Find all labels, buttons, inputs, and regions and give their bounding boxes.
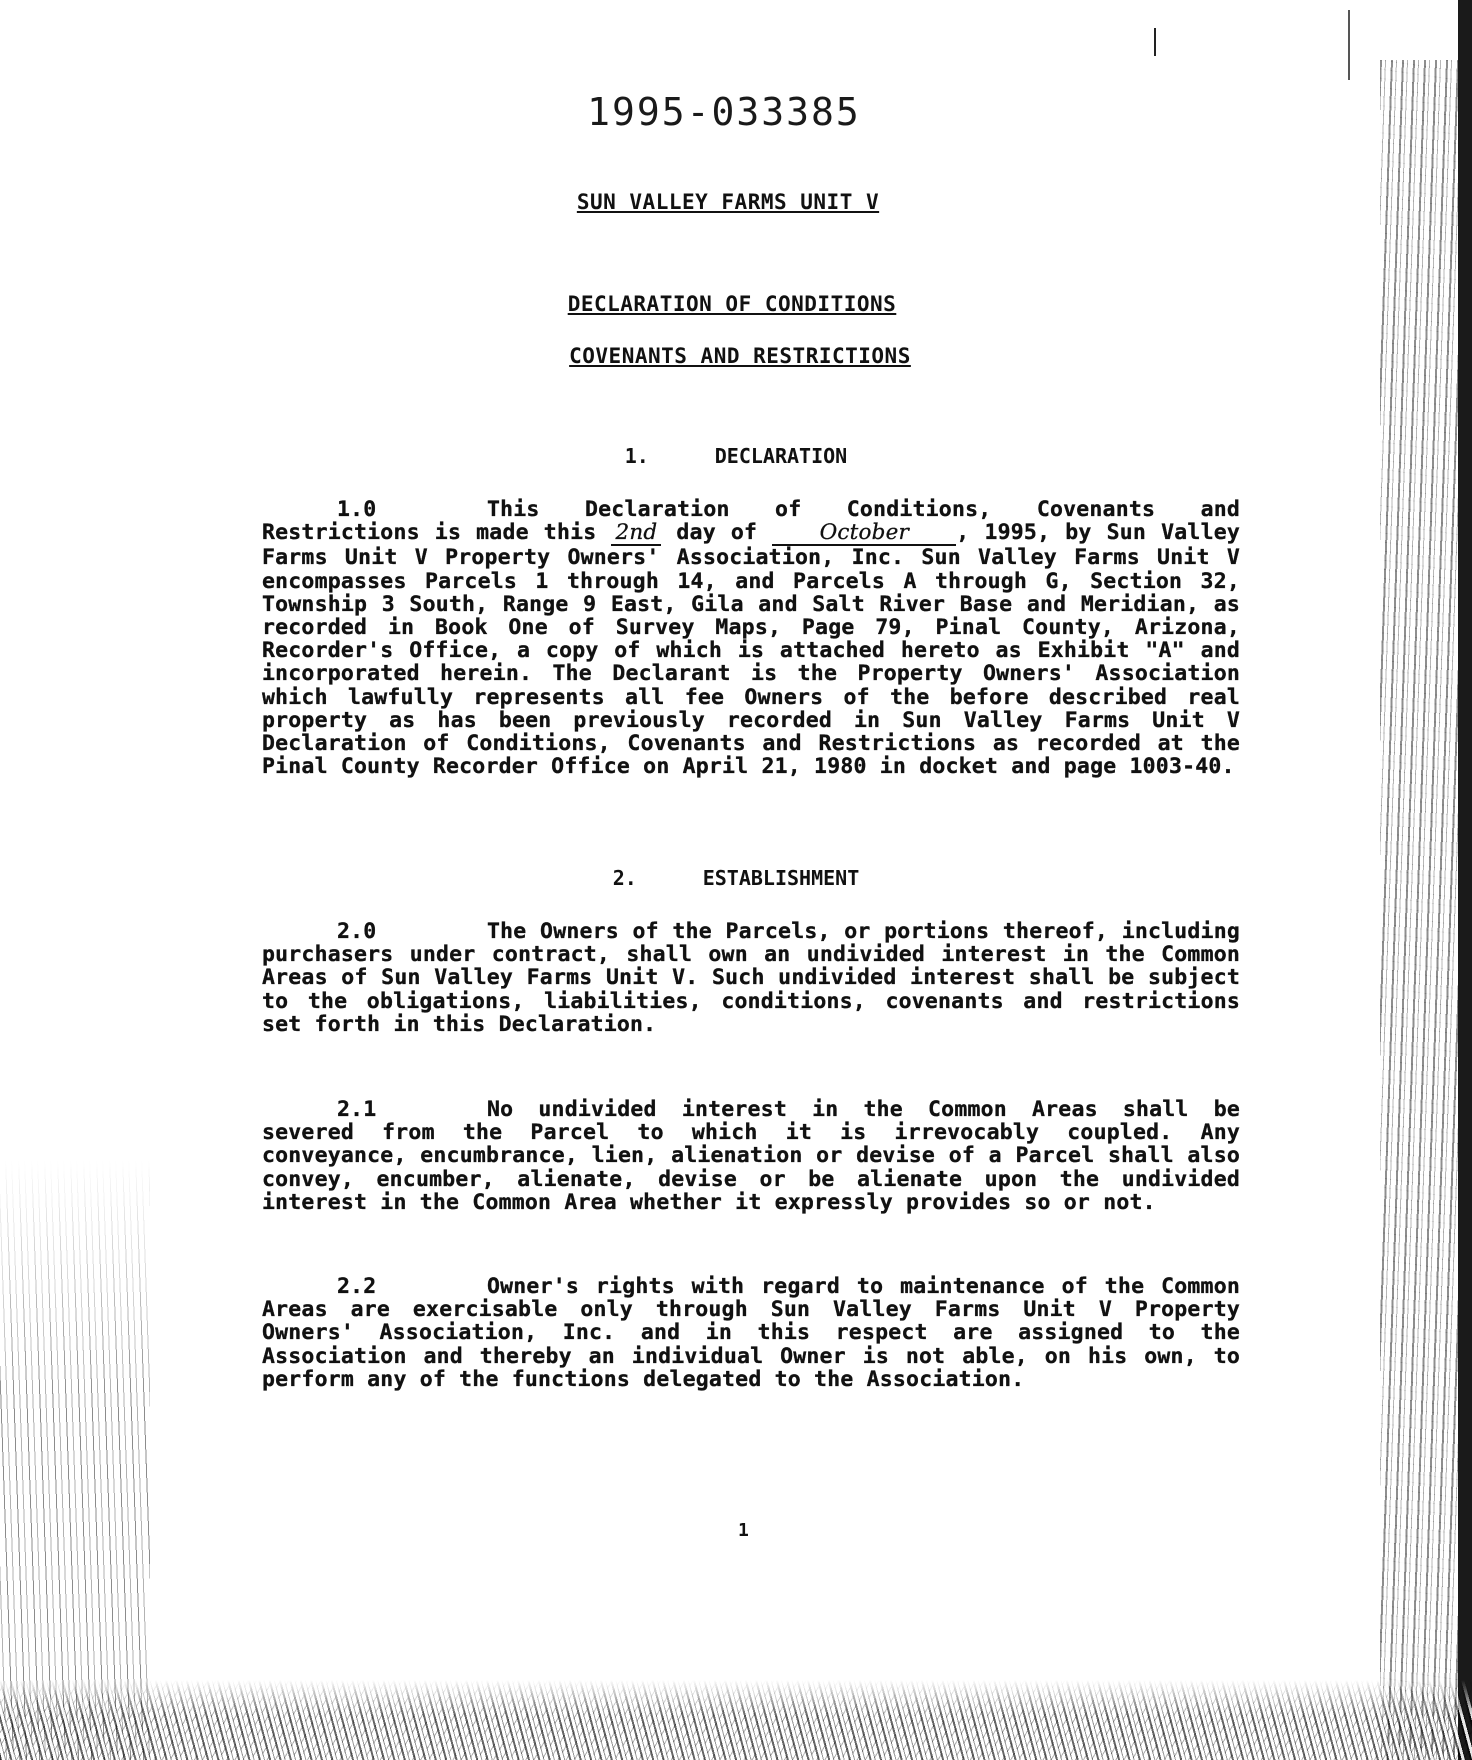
section-heading-establishment	[0, 866, 1472, 890]
section-number: 2.	[612, 866, 637, 890]
paragraph-text: Owner's rights with regard to maintenance of the Common Areas are exercisable only through Sun Valley Farms Unit V Property Owners' Association, Inc. and in this respect are assigned to the Association and thereby an individual Owner is not able, on his own, to perform any of the functions delegated to the Association.	[262, 1274, 1240, 1392]
document-heading-line2: COVENANTS AND RESTRICTIONS	[569, 344, 911, 368]
scan-noise-bottom	[0, 1680, 1472, 1760]
paragraph-text: The Owners of the Parcels, or portions thereof, including purchasers under contract, shall own an undivided interest in the Common Areas of Sun Valley Farms Unit V. Such undivided interest shall be subject to the obligations, liabilities, conditions, covenants and restrictions set forth in this Declaration.	[262, 919, 1240, 1037]
paragraph-text: , 1995, by Sun Valley Farms Unit V Property Owners' Association, Inc. Sun Valley Farms Unit V encompasses Parcels 1 through 14, and Parcels A through G, Section 32, Township 3 South, Range 9 East, Gila and Salt River Base and Meridian, as recorded in Book One of Survey Maps, Page 79, Pinal County, Arizona, Recorder's Office, a copy of which is attached hereto as Exhibit "A" and incorporated herein. The Declarant is the Property Owners' Association which lawfully represents all fee Owners of the before described real property as has been previously recorded in Sun Valley Farms Unit V Declaration of Conditions, Covenants and Restrictions as recorded at the Pinal County Recorder Office on April 21, 1980 in docket and page 1003-40.	[262, 520, 1241, 780]
document-title: SUN VALLEY FARMS UNIT V	[576, 190, 880, 214]
paragraph-2-1	[262, 1098, 1240, 1214]
paragraph-2-2	[262, 1275, 1240, 1391]
paragraph-number: 2.0	[337, 919, 377, 944]
scan-mark	[1348, 10, 1350, 80]
section-title: DECLARATION	[714, 444, 848, 468]
paragraph-number: 2.2	[337, 1274, 377, 1299]
handwritten-day: 2nd	[611, 521, 661, 546]
paragraph-2-0	[262, 920, 1240, 1036]
section-heading-declaration	[0, 444, 1472, 468]
paragraph-1-0	[262, 498, 1240, 778]
page-number: 1	[738, 1520, 749, 1541]
section-title: ESTABLISHMENT	[702, 866, 860, 890]
scan-noise-left	[0, 1160, 150, 1760]
paragraph-number: 2.1	[337, 1097, 377, 1122]
paragraph-text: No undivided interest in the Common Areas shall be severed from the Parcel to which it is irrevocably coupled. Any conveyance, encumbrance, lien, alienation or devise of a Parcel shall also convey, encumber, alienate, devise or be alienate upon the undivided interest in the Common Area whether it expressly provides so or not.	[262, 1097, 1240, 1215]
paragraph-text: day of	[661, 520, 773, 546]
paragraph-text: This Declaration of Conditions, Covenants and Restrictions is made this	[262, 497, 1240, 546]
scan-mark	[1154, 28, 1156, 56]
section-number: 1.	[624, 444, 649, 468]
recording-number: 1995-033385	[587, 90, 861, 134]
handwritten-month: October	[772, 521, 956, 546]
paragraph-number: 1.0	[337, 497, 377, 522]
document-heading-line1: DECLARATION OF CONDITIONS	[567, 292, 897, 316]
